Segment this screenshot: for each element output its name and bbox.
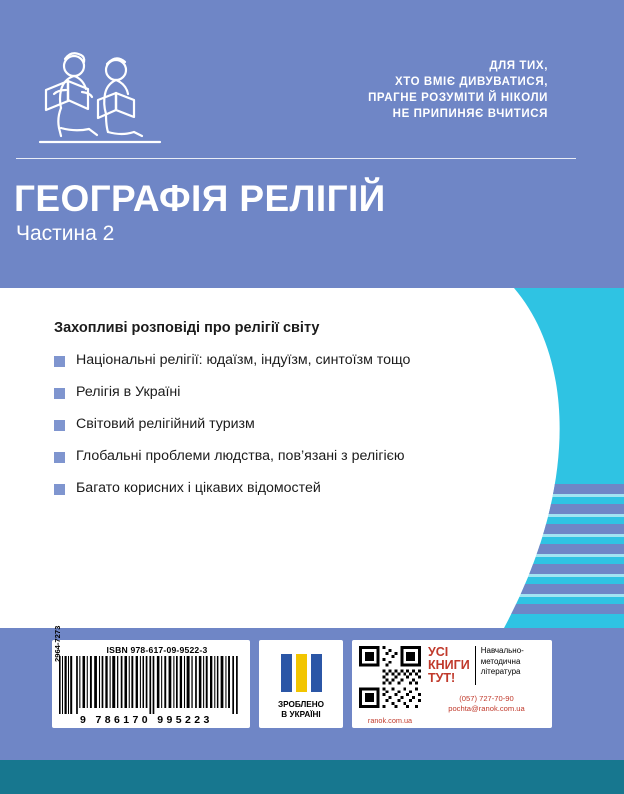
qr-caption: ranok.com.ua (367, 716, 413, 725)
list-item (54, 480, 484, 497)
list-item-label: Національні релігії: юдаїзм, індуїзм, синтоїзм тощо (76, 352, 411, 368)
list-item (54, 416, 484, 433)
top-blue-panel (0, 0, 624, 288)
qr-code-icon[interactable] (359, 646, 421, 708)
slogan-line-1: ДЛЯ ТИХ, (489, 60, 548, 72)
feature-list (54, 320, 484, 512)
slogan-line-2: ХТО ВМІЄ ДИВУВАТИСЯ, (394, 76, 548, 88)
made-in-ukraine-label (265, 700, 337, 720)
list-item (54, 384, 484, 401)
page-title: ГЕОГРАФІЯ РЕЛІГІЙ (14, 178, 386, 219)
feature-list-lede: Захопливі розповіді про релігії світу (54, 320, 320, 336)
slogan (368, 58, 548, 122)
teal-footer-strip (0, 760, 624, 794)
footer-boxes (52, 625, 552, 728)
made-in-line-1: ЗРОБЛЕНО (277, 700, 325, 709)
publisher-label (476, 646, 524, 678)
barcode-addon (53, 625, 74, 714)
two-children-reading-books-illustration (18, 46, 198, 166)
divider-rule (16, 158, 576, 159)
slogan-line-4: НЕ ПРИПИНЯЄ ВЧИТИСЯ (392, 108, 548, 120)
publisher-line-2: методична (480, 656, 521, 666)
publisher-line-1: Навчально- (480, 646, 524, 655)
page-subtitle: Частина 2 (16, 222, 115, 245)
isbn-label: ISBN 978-617-09-9522-3 (106, 645, 208, 655)
usi-line-2: КНИГИ (428, 658, 470, 672)
list-item-label: Глобальні проблеми людства, пов’язані з релігією (76, 448, 405, 464)
made-in-ukraine-box (259, 640, 343, 728)
list-item-label: Багато корисних і цікавих відомостей (76, 480, 321, 496)
barcode-bars (74, 656, 244, 714)
bullet-square-icon (54, 484, 65, 495)
usi-line-1: УСІ (428, 645, 449, 659)
phone-number[interactable]: (057) 727-70-90 (459, 694, 514, 703)
bullet-square-icon (54, 420, 65, 431)
usi-line-3: ТУТ! (428, 671, 456, 685)
list-item-label: Релігія в Україні (76, 384, 181, 400)
barcode-box (52, 625, 250, 728)
list-item (54, 352, 484, 369)
contact-info (428, 694, 545, 714)
made-in-line-2: В УКРАЇНІ (281, 710, 321, 719)
bullet-square-icon (54, 356, 65, 367)
email-address[interactable]: pochta@ranok.com.ua (448, 704, 525, 713)
slogan-line-3: ПРАГНЕ РОЗУМІТИ Й НІКОЛИ (368, 92, 548, 104)
list-item-label: Світовий релігійний туризм (76, 416, 255, 432)
barcode-digits: 9 786170 995223 (80, 714, 213, 726)
barcode-addon-bars (58, 656, 74, 714)
bullet-square-icon (54, 452, 65, 463)
ukraine-flag-bars-icon (265, 652, 337, 692)
usi-knigi-tut-logo (428, 646, 476, 685)
list-item (54, 448, 484, 465)
publisher-contacts-box (352, 640, 552, 728)
bullet-square-icon (54, 388, 65, 399)
barcode-addon-number: 2964-7273 (53, 625, 62, 662)
publisher-line-3: література (480, 667, 521, 676)
